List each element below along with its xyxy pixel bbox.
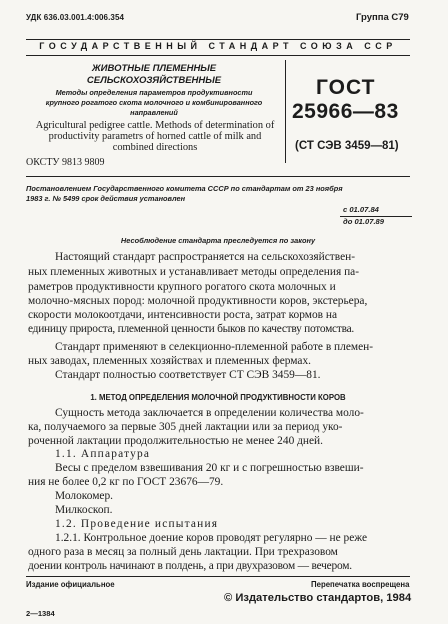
subsection-1-2-1-line-1: 1.2.1. Контрольное доение коров проводят регулярно — не реже <box>55 532 368 544</box>
decree-line-1: Постановлением Государственного комитета СССР по стандартам от 23 ноября <box>26 184 343 193</box>
intro-line-5: скорости молокоотдачи, интенсивности роста, затрат кормов на <box>28 309 338 321</box>
legal-warning: Несоблюдение стандарта преследуется по закону <box>120 236 316 245</box>
intro-p2-line-1: Стандарт применяют в селекционно-племенной работе в племен- <box>55 341 374 353</box>
intro-line-3: раметров продуктивности крупного рогатого скота молочных и <box>28 281 336 293</box>
title-line-1: ЖИВОТНЫЕ ПЛЕМЕННЫЕ <box>91 63 217 74</box>
reprint-notice: Перепечатка воспрещена <box>311 580 410 589</box>
footer-rule <box>26 576 410 577</box>
gost-number: 25966—83 <box>292 100 399 123</box>
title-line-2: СЕЛЬСКОХОЗЯЙСТВЕННЫЕ <box>86 75 222 86</box>
title-rule <box>26 176 410 177</box>
decree-line-2: 1983 г. № 5499 срок действия установлен <box>26 194 186 203</box>
subsection-1-1-line-4: Милкоскоп. <box>55 504 113 516</box>
subsection-1-1: 1.1. Аппаратура <box>55 448 151 460</box>
intro-line-6: единицу прироста, племенной ценности быков по качеству потомства. <box>28 323 354 335</box>
section-1-line-2: ка, получаемого за первые 305 дней лактации или за период уко- <box>28 421 343 433</box>
official-edition: Издание официальное <box>26 580 115 589</box>
subsection-1-2-1-line-3: доении контроль начинают в полдень, а при двухразовом — вечером. <box>28 560 352 572</box>
udk-code: УДК 636.03.001.4:006.354 <box>26 13 125 22</box>
title-divider <box>285 60 286 163</box>
subsection-1-2-1-line-2: одного раза в месяц за полный день лактации. При трехразовом <box>28 546 338 558</box>
group-code: Группа С79 <box>356 12 409 23</box>
valid-from: с 01.07.84 <box>343 205 379 214</box>
title-en-line-2: productivity parametrs of horned cattle of milk and <box>48 131 262 142</box>
section-1-line-3: роченной лактации продолжительностью не менее 240 дней. <box>28 435 324 447</box>
subsection-1-2: 1.2. Проведение испытания <box>55 518 219 530</box>
intro-line-4: молочно-мясных пород: молочной продуктивности коров, экстерьера, <box>28 295 368 307</box>
title-line-3: Методы определения параметров продуктивности <box>55 88 253 97</box>
copyright: © Издательство стандартов, 1984 <box>224 592 412 604</box>
gost-label: ГОСТ <box>316 76 376 99</box>
masthead-rule-top <box>26 39 410 40</box>
sev-reference: (СТ СЭВ 3459—81) <box>295 140 399 152</box>
masthead: ГОСУДАРСТВЕННЫЙ СТАНДАРТ СОЮЗА ССР <box>39 41 397 51</box>
valid-to: до 01.07.89 <box>343 217 385 226</box>
subsection-1-1-line-2: ния не более 0,2 кг по ГОСТ 23676—79. <box>28 476 224 488</box>
masthead-rule-bottom <box>26 55 410 56</box>
intro-line-2: ных племенных животных и устанавливает методы определения па- <box>28 266 360 278</box>
page-code: 2—1384 <box>26 609 55 618</box>
intro-line-1: Настоящий стандарт распространяется на сельскохозяйствен- <box>55 251 356 263</box>
title-en-line-3: combined directions <box>112 142 198 153</box>
title-line-4: крупного рогатого скота молочного и комбинированного <box>45 98 263 107</box>
title-en-line-1: Agricultural pedigree cattle. Methods of determination of <box>35 120 275 131</box>
title-line-5: направлений <box>130 108 178 117</box>
okstu-code: ОКСТУ 9813 9809 <box>26 157 105 168</box>
section-1-heading: 1. МЕТОД ОПРЕДЕЛЕНИЯ МОЛОЧНОЙ ПРОДУКТИВНОСТИ КОРОВ <box>90 393 346 402</box>
section-1-line-1: Сущность метода заключается в определении количества моло- <box>55 407 364 419</box>
subsection-1-1-line-3: Молокомер. <box>55 490 114 502</box>
intro-p2-line-2: ных заводах, племенных хозяйствах и племенных фермах. <box>28 355 312 367</box>
subsection-1-1-line-1: Весы с пределом взвешивания 20 кг и с погрешностью взвеши- <box>55 462 364 474</box>
intro-p3: Стандарт полностью соответствует СТ СЭВ 3459—81. <box>55 369 321 381</box>
